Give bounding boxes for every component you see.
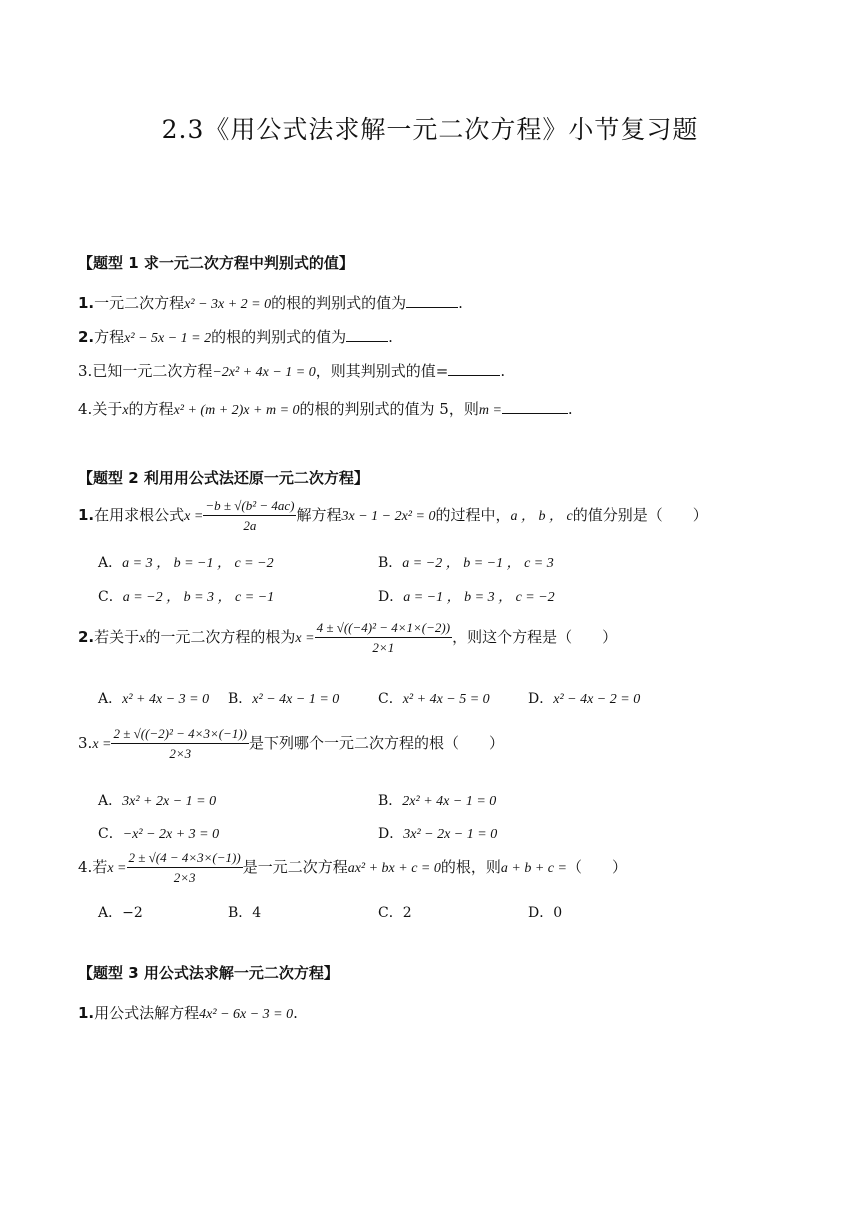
option-a[interactable] [98,552,274,572]
option-c[interactable] [98,823,219,843]
question-text: 一元二次方程 [94,294,185,312]
s1-question-4 [78,398,573,419]
option-a[interactable] [98,790,216,810]
option-label: A． [98,905,123,921]
option-text: a = −2 ， b = 3 ， c = −1 [122,590,275,605]
question-text: 已知一元二次方程 [92,362,213,380]
formula-lhs: x = [184,509,204,524]
question-text: 的根的判别式的值为 5，则 [299,400,479,418]
option-b[interactable] [378,790,496,810]
root-expression [111,726,249,762]
option-label: B． [228,905,253,921]
option-text: x² − 4x − 1 = 0 [252,692,340,707]
option-text: 2x² + 4x − 1 = 0 [402,794,497,809]
question-text: 关于 [92,400,123,418]
s2-question-2 [78,620,617,656]
question-text: ，则这个方程是（ ） [452,628,618,646]
quadratic-formula [203,498,296,534]
option-b[interactable] [228,902,261,922]
option-label: C． [98,589,123,605]
fraction-numerator: 2 ± √(4 − 4×3×(−1)) [127,850,243,868]
option-d[interactable] [528,688,640,708]
question-text: 的过程中， [435,506,511,524]
question-number: 1. [78,1004,95,1022]
question-number: 2. [78,328,95,346]
option-label: D． [378,589,404,605]
punctuation: . [458,294,463,312]
question-text: 是一元二次方程 [242,858,348,876]
answer-blank[interactable] [406,293,458,308]
s1-question-2 [78,326,393,347]
question-number: 2. [78,628,95,646]
punctuation: . [293,1004,298,1022]
option-text: −2 [122,905,143,921]
question-text: 在用求根公式 [94,506,185,524]
option-label: B． [378,793,403,809]
answer-blank[interactable] [346,327,388,342]
formula-lhs: x = [295,631,315,646]
option-d[interactable] [378,586,555,606]
question-text: 的根，则 [440,858,501,876]
option-text: a = −2 ， b = −1 ， c = 3 [402,556,554,571]
s2-question-3 [78,726,504,762]
option-label: A． [98,691,123,707]
equation: −2x² + 4x − 1 = 0 [212,365,316,380]
option-label: B． [378,555,403,571]
option-text: 4 [252,905,262,921]
variable: x [122,403,129,418]
page-title: 2.3《用公式法求解一元二次方程》小节复习题 [161,115,699,144]
punctuation: . [500,362,506,380]
formula-lhs: x = [92,737,112,752]
s2-question-4 [78,850,627,886]
question-text: 用公式法解方程 [94,1004,200,1022]
option-text: x² + 4x − 3 = 0 [122,692,210,707]
question-number: 3. [78,362,93,380]
question-text: 方程 [94,328,125,346]
question-text: 的一元二次方程的根为 [145,628,296,646]
s1-question-1 [78,292,463,313]
option-text: −x² − 2x + 3 = 0 [122,827,220,842]
equation: x² − 3x + 2 = 0 [184,297,272,312]
equation: x² + (m + 2)x + m = 0 [173,403,300,418]
option-text: 3x² − 2x − 1 = 0 [403,827,498,842]
equation-end: m = [478,403,502,418]
variables: a ， b ， c [510,509,573,524]
fraction-numerator: 2 ± √((−2)² − 4×3×(−1)) [111,726,249,744]
option-b[interactable] [378,552,554,572]
question-number: 4. [78,858,93,876]
option-label: C． [378,691,403,707]
answer-blank[interactable] [502,399,568,414]
section-heading-1: 【题型 1 求一元二次方程中判别式的值】 [78,254,354,272]
option-c[interactable] [378,902,412,922]
question-text: 的值分别是（ ） [572,506,708,524]
question-number: 1. [78,294,95,312]
option-label: A． [98,555,123,571]
option-label: A． [98,793,123,809]
question-number: 3. [78,734,93,752]
section-heading-3: 【题型 3 用公式法求解一元二次方程】 [78,964,339,982]
option-label: C． [378,905,403,921]
s1-question-3 [78,360,505,381]
option-label: D． [528,691,554,707]
option-c[interactable] [378,688,490,708]
fraction-denominator: 2×3 [173,870,196,885]
option-text: x² − 4x − 2 = 0 [553,692,641,707]
option-d[interactable] [528,902,562,922]
option-text: x² + 4x − 5 = 0 [402,692,490,707]
question-text: 的方程 [128,400,174,418]
option-text: a = −1 ， b = 3 ， c = −2 [403,590,555,605]
root-expression [127,850,243,886]
punctuation: . [567,400,573,418]
punctuation: . [388,328,393,346]
option-text: 0 [553,905,563,921]
equation-end: a + b + c = [500,861,567,876]
option-label: B． [228,691,253,707]
question-text: 的根的判别式的值为 [271,294,407,312]
question-text: （ ） [566,858,627,876]
option-label: D． [378,826,404,842]
option-c[interactable] [98,586,274,606]
fraction-denominator: 2×1 [372,640,395,655]
option-label: D． [528,905,554,921]
fraction-numerator: −b ± √(b² − 4ac) [203,498,296,516]
answer-blank[interactable] [448,361,500,376]
question-text: 是下列哪个一元二次方程的根（ ） [249,734,505,752]
option-text: 2 [402,905,412,921]
option-text: 3x² + 2x − 1 = 0 [122,794,217,809]
root-expression [315,620,453,656]
equation: ax² + bx + c = 0 [347,861,441,876]
option-a[interactable] [98,688,209,708]
fraction-denominator: 2a [243,518,257,533]
question-text: ，则其判别式的值= [315,362,449,380]
s2-question-1 [78,498,708,534]
equation: 3x − 1 − 2x² = 0 [341,509,436,524]
formula-lhs: x = [107,861,127,876]
section-heading-2: 【题型 2 利用用公式法还原一元二次方程】 [78,469,369,487]
fraction-denominator: 2×3 [169,746,192,761]
option-a[interactable] [98,902,143,922]
question-number: 1. [78,506,95,524]
variable: x [139,631,146,646]
question-text: 解方程 [296,506,342,524]
option-b[interactable] [228,688,339,708]
fraction-numerator: 4 ± √((−4)² − 4×1×(−2)) [315,620,453,638]
option-text: a = 3 ， b = −1 ， c = −2 [122,556,274,571]
equation: 4x² − 6x − 3 = 0 [199,1007,294,1022]
s3-question-1 [78,1002,298,1023]
question-text: 的根的判别式的值为 [211,328,347,346]
option-label: C． [98,826,123,842]
question-number: 4. [78,400,93,418]
question-text: 若 [92,858,108,876]
option-d[interactable] [378,823,497,843]
question-text: 若关于 [94,628,140,646]
equation: x² − 5x − 1 = 2 [124,331,212,346]
